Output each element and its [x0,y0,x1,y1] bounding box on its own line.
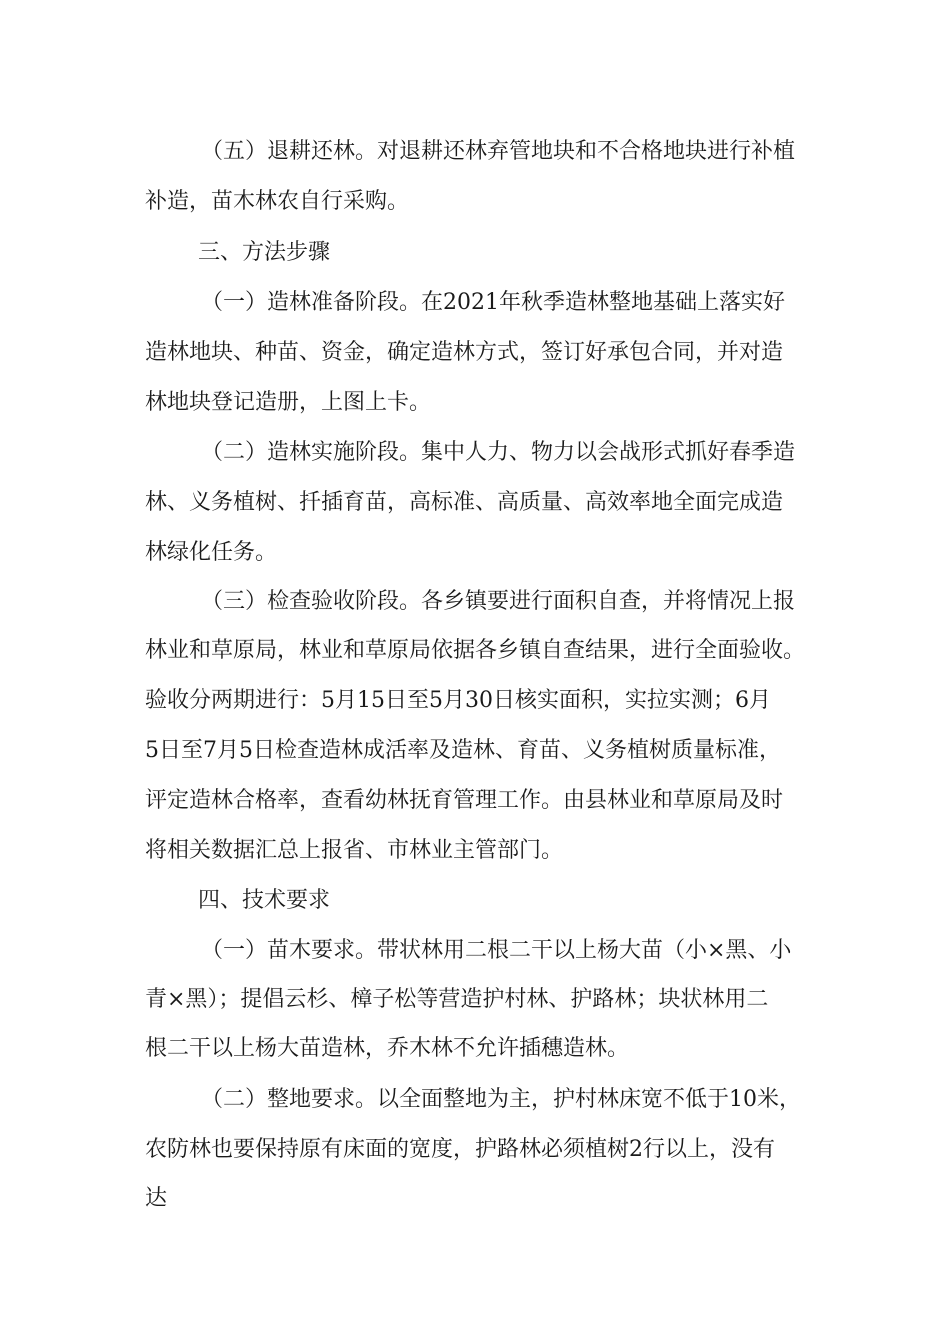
text-line: 5日至7月5日检查造林成活率及造林、育苗、义务植树质量标准， [145,738,781,763]
text-line: 林业和草原局，林业和草原局依据各乡镇自查结果，进行全面验收。 [145,638,806,663]
text-line: （一）苗木要求。带状林用二根二干以上杨大苗（小×黑、小 [201,938,792,963]
text-line: 评定造林合格率，查看幼林抚育管理工作。由县林业和草原局及时 [145,788,784,813]
text-line: 补造，苗木林农自行采购。 [145,189,410,214]
text-line: 造林地块、种苗、资金，确定造林方式，签订好承包合同，并对造 [145,340,784,365]
text-line: （二）整地要求。以全面整地为主，护村林床宽不低于10米， [201,1087,801,1112]
text-line: 林、义务植树、扦插育苗，高标准、高质量、高效率地全面完成造 [145,490,784,515]
text-line: 林地块登记造册，上图上卡。 [145,390,432,415]
text-line: 达 [145,1186,168,1211]
text-line: （三）检查验收阶段。各乡镇要进行面积自查，并将情况上报 [201,589,796,614]
text-line: 根二干以上杨大苗造林，乔木林不允许插穗造林。 [145,1036,630,1061]
text-line: 验收分两期进行：5月15日至5月30日核实面积，实拉实测；6月 [145,688,771,713]
text-line: （一）造林准备阶段。在2021年秋季造林整地基础上落实好 [201,290,785,315]
section-heading: 三、方法步骤 [198,240,331,265]
text-line: 农防林也要保持原有床面的宽度，护路林必须植树2行以上，没有 [145,1137,775,1162]
text-line: 青×黑）；提倡云杉、樟子松等营造护村林、护路林；块状林用二 [145,987,769,1012]
text-line: 林绿化任务。 [145,540,278,565]
section-heading: 四、技术要求 [198,888,331,913]
text-line: （二）造林实施阶段。集中人力、物力以会战形式抓好春季造 [201,440,796,465]
text-line: （五）退耕还林。对退耕还林弃管地块和不合格地块进行补植 [201,139,796,164]
text-line: 将相关数据汇总上报省、市林业主管部门。 [145,838,564,863]
